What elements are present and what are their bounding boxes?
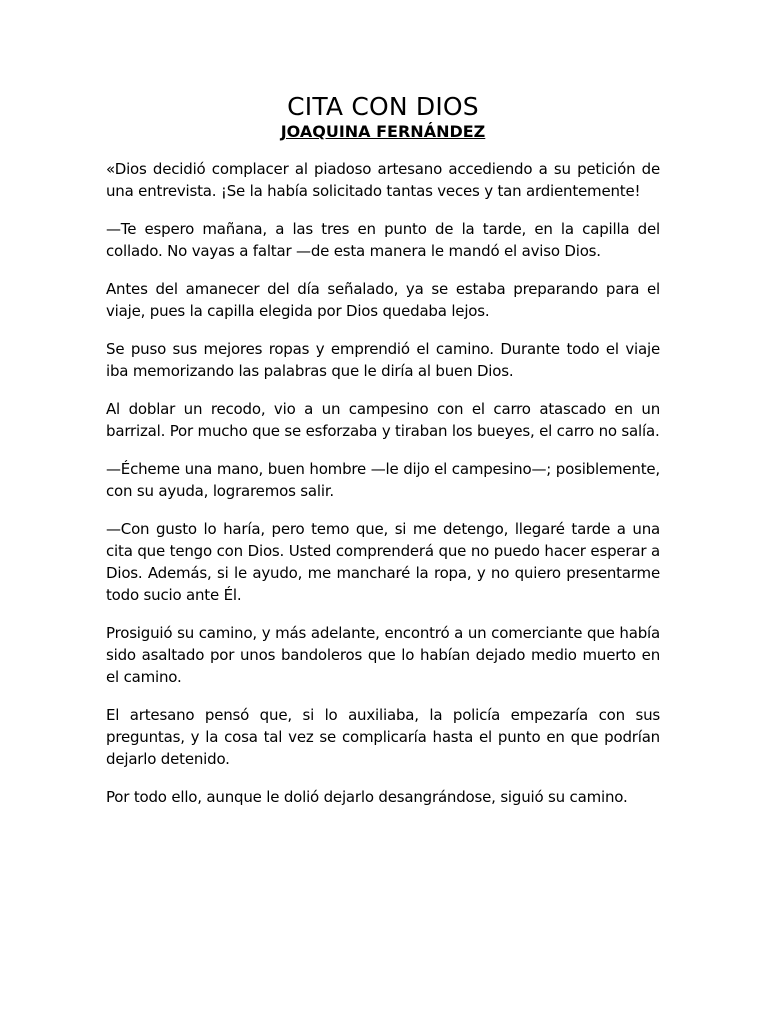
paragraph-10: Por todo ello, aunque le dolió dejarlo desangrándose, siguió su camino. [106, 788, 628, 806]
document-title: CITA CON DIOS [287, 92, 479, 121]
paragraph-4: Se puso sus mejores ropas y emprendió el camino. Durante todo el viaje iba memorizando las palabras que le diría al buen Dios. [106, 340, 660, 380]
paragraph-6: —Écheme una mano, buen hombre —le dijo el campesino—; posiblemente, con su ayuda, lograremos salir. [106, 460, 660, 500]
paragraph-2: —Te espero mañana, a las tres en punto de la tarde, en la capilla del collado. No vayas a faltar —de esta manera le mandó el aviso Dios. [106, 220, 660, 260]
paragraph-9: El artesano pensó que, si lo auxiliaba, la policía empezaría con sus preguntas, y la cosa tal vez se complicaría hasta el punto en que podrían dejarlo detenido. [106, 706, 660, 768]
paragraph-8: Prosiguió su camino, y más adelante, encontró a un comerciante que había sido asaltado por unos bandoleros que lo habían dejado medio muerto en el camino. [106, 624, 660, 686]
paragraph-5: Al doblar un recodo, vio a un campesino con el carro atascado en un barrizal. Por mucho que se esforzaba y tiraban los bueyes, el carro no salía. [106, 400, 660, 440]
paragraph-7: —Con gusto lo haría, pero temo que, si me detengo, llegaré tarde a una cita que tengo con Dios. Usted comprenderá que no puedo hacer esperar a Dios. Además, si le ayudo, me mancharé la ropa, y no quiero presentarme todo sucio ante Él. [106, 520, 660, 604]
document-page [106, 92, 660, 824]
paragraph-1: «Dios decidió complacer al piadoso artesano accediendo a su petición de una entrevista. ¡Se la había solicitado tantas veces y tan ardientemente! [106, 160, 660, 200]
document-author: JOAQUINA FERNÁNDEZ [280, 122, 486, 141]
paragraph-3: Antes del amanecer del día señalado, ya se estaba preparando para el viaje, pues la capilla elegida por Dios quedaba lejos. [106, 280, 660, 320]
